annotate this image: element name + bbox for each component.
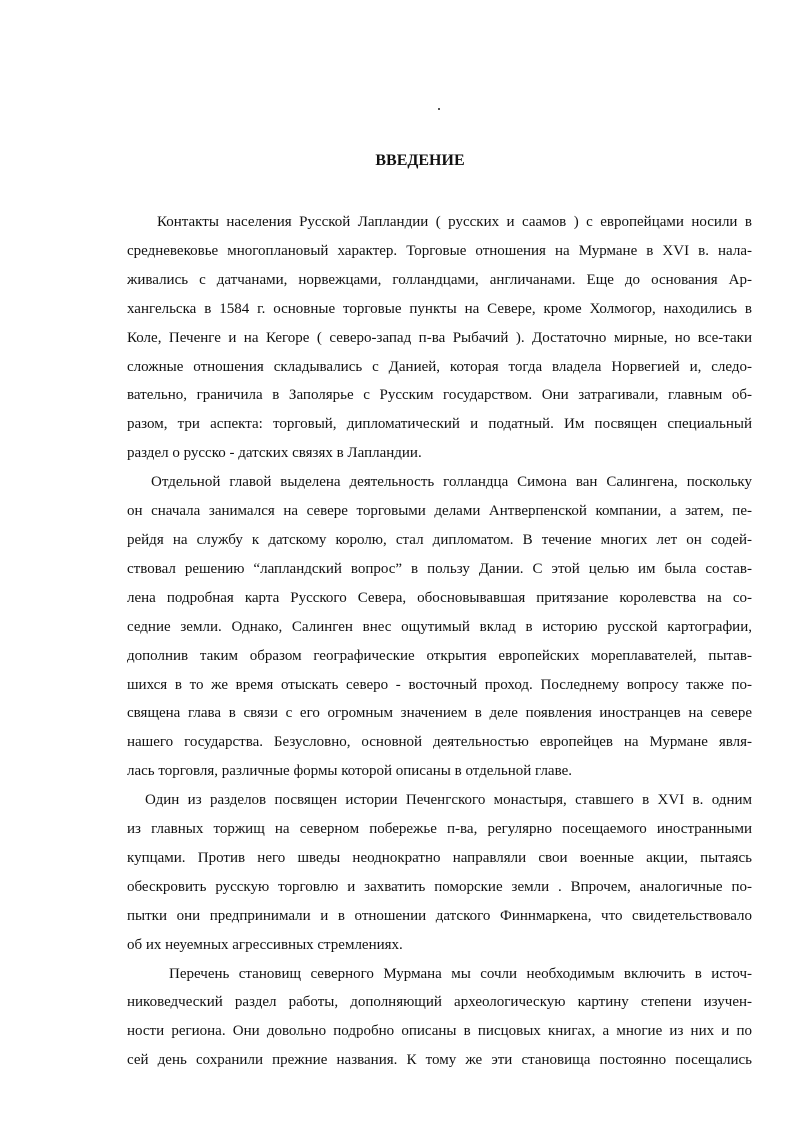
text-line: нашего государства. Безусловно, основной деятельностью европейцев на Мурмане явля- [127,734,752,751]
text-line: дополнив таким образом географические открытия европейских мореплавателей, пытав- [127,647,752,664]
text-line: лась торговля, различные формы которой описаны в отдельной главе. [127,763,572,780]
text-line: вательно, граничила в Заполярье с Русским государством. Они затрагивали, главным об- [127,387,752,404]
paragraph-2 [127,468,752,786]
text-line: седние земли. Однако, Салинген внес ощутимый вклад в историю русской картографии, [127,618,752,635]
text-line: раздел о русско - датских связях в Лапландии. [127,445,422,462]
text-line: разом, три аспекта: торговый, дипломатический и податный. Им посвящен специальный [127,416,752,433]
text-line: Перечень становищ северного Мурмана мы сочли необходимым включить в источ- [169,965,752,982]
text-line: Коле, Печенге и на Кегоре ( северо-запад п-ва Рыбачий ). Достаточно мирные, но все-таки [127,329,752,346]
text-line: сей день сохранили прежние названия. К тому же эти становища постоянно посещались [127,1052,752,1069]
text-line: Отдельной главой выделена деятельность голландца Симона ван Салингена, поскольку [151,474,752,491]
text-line: средневековье многоплановый характер. Торговые отношения на Мурмане в XVI в. нала- [127,242,752,259]
text-line: из главных торжищ на северном побережье п-ва, регулярно посещаемого иностранными [127,821,752,838]
text-line: об их неуемных агрессивных стремлениях. [127,936,403,953]
text-line: пытки они предпринимали и в отношении датского Финнмаркена, что свидетельствовало [127,907,752,924]
text-line: никоведческий раздел работы, дополняющий археологическую картину степени изучен- [127,994,752,1011]
text-line: ствовал решению “лапландский вопрос” в пользу Дании. С этой целью им была состав- [127,560,752,577]
text-line: шихся в то же время отыскать северо - восточный проход. Последнему вопросу также по- [127,676,752,693]
text-line: он сначала занимался на севере торговыми делами Антверпенской компании, а затем, пе- [127,503,752,520]
paragraph-1 [127,208,752,468]
text-line: живались с датчанами, норвежцами, голландцами, англичанами. Еще до основания Ар- [127,271,752,288]
text-line: сложные отношения складывались с Данией, которая тогда владела Норвегией и, следо- [127,358,752,375]
text-line: купцами. Против него шведы неоднократно направляли свои военные акции, пытаясь [127,849,752,866]
scan-speck [438,108,440,110]
page-title: ВВЕДЕНИЕ [375,152,465,169]
text-line: рейдя на службу к датскому королю, стал дипломатом. В течение многих лет он содей- [127,531,752,548]
paragraph-4 [127,960,752,1076]
text-line: обескровить русскую торговлю и захватить поморские земли . Впрочем, аналогичные по- [127,878,752,895]
text-line: ности региона. Они довольно подробно описаны в писцовых книгах, а многие из них и по [127,1023,752,1040]
text-line: Один из разделов посвящен истории Печенгского монастыря, ставшего в XVI в. одним [145,792,752,809]
text-line: священа глава в связи с его огромным значением в деле появления иностранцев на севере [127,705,752,722]
text-line: лена подробная карта Русского Севера, обосновывавшая притязание королевства на со- [127,589,752,606]
document-body [127,208,752,1075]
text-line: Контакты населения Русской Лапландии ( русских и саамов ) с европейцами носили в [157,214,752,230]
paragraph-3 [127,786,752,959]
text-line: хангельска в 1584 г. основные торговые пункты на Севере, кроме Холмогор, находились в [127,300,752,317]
